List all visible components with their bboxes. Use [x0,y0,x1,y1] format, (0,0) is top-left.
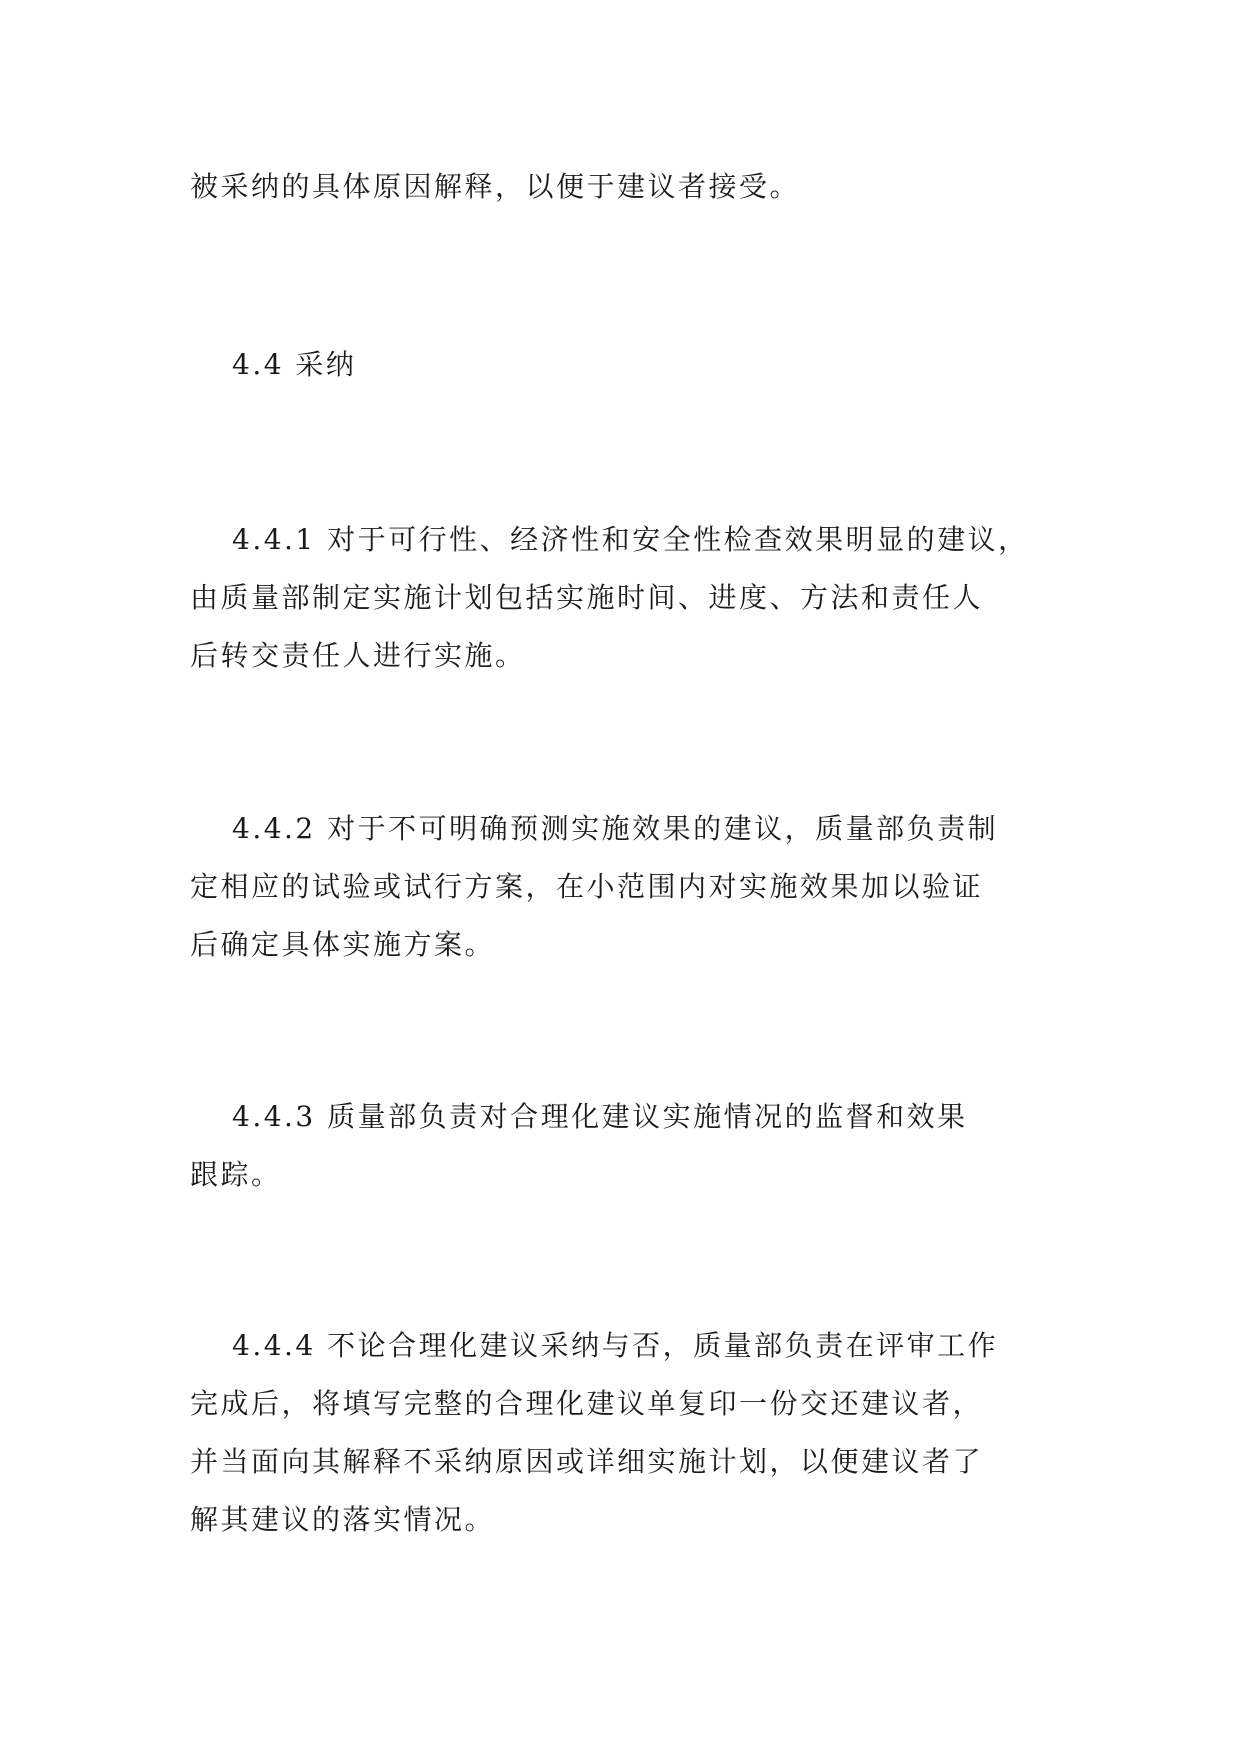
paragraph-line: 4.4.4 不论合理化建议采纳与否，质量部负责在评审工作 [232,1329,999,1362]
paragraph-line: 4.4.2 对于不可明确预测实施效果的建议，质量部负责制 [232,812,999,845]
section-heading-text: 4.4 采纳 [232,348,357,381]
paragraph-line: 4.4.1 对于可行性、经济性和安全性检查效果明显的建议， [232,523,1029,556]
paragraph-line: 由质量部制定实施计划包括实施时间、进度、方法和责任人 [190,581,984,614]
paragraph-continued [190,158,1060,216]
paragraph-line: 跟踪。 [190,1158,282,1191]
paragraph-line: 被采纳的具体原因解释，以便于建议者接受。 [190,170,801,203]
clause-4-4-3 [190,1088,1060,1204]
paragraph-line: 后转交责任人进行实施。 [190,639,526,672]
paragraph-line: 并当面向其解释不采纳原因或详细实施计划，以便建议者了 [190,1445,984,1478]
paragraph-line: 解其建议的落实情况。 [190,1503,496,1536]
section-heading-4-4 [232,336,1102,394]
clause-4-4-1 [190,511,1060,685]
paragraph-line: 4.4.3 质量部负责对合理化建议实施情况的监督和效果 [232,1100,968,1133]
clause-4-4-4 [190,1317,1060,1549]
paragraph-line: 定相应的试验或试行方案，在小范围内对实施效果加以验证 [190,870,984,903]
paragraph-line: 完成后，将填写完整的合理化建议单复印一份交还建议者， [190,1387,984,1420]
clause-4-4-2 [190,800,1060,974]
paragraph-line: 后确定具体实施方案。 [190,928,496,961]
